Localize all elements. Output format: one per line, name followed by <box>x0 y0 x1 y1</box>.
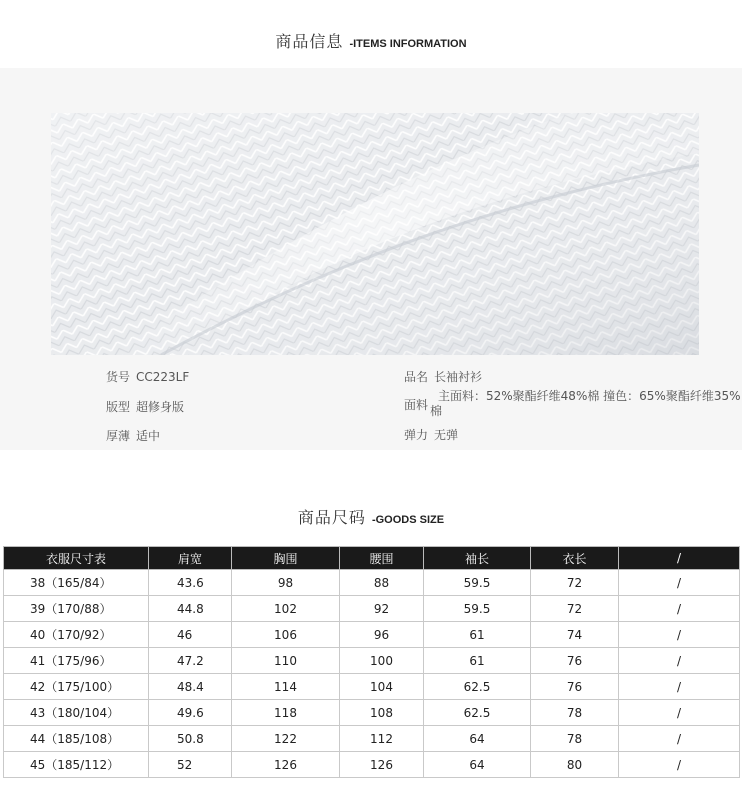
table-cell: 42（175/100） <box>4 674 149 700</box>
size-heading-en: -GOODS SIZE <box>371 514 445 526</box>
table-cell: / <box>619 752 740 778</box>
spec-fit <box>106 398 184 415</box>
table-row <box>4 622 740 648</box>
table-cell: 62.5 <box>424 674 531 700</box>
header-sleeve: 袖长 <box>424 547 531 570</box>
spec-name <box>404 368 482 385</box>
table-cell: 41（175/96） <box>4 648 149 674</box>
spec-fit-label: 版型 <box>106 400 131 414</box>
table-cell: 74 <box>531 622 619 648</box>
table-cell: 100 <box>340 648 424 674</box>
goods-size-heading <box>0 505 742 528</box>
table-cell: 61 <box>424 648 531 674</box>
header-shoulder: 肩宽 <box>149 547 232 570</box>
table-cell: 44.8 <box>149 596 232 622</box>
table-cell: 43.6 <box>149 570 232 596</box>
table-cell: 78 <box>531 726 619 752</box>
table-cell: 112 <box>340 726 424 752</box>
table-cell: / <box>619 700 740 726</box>
spec-name-value: 长袖衬衫 <box>434 370 483 384</box>
spec-fit-value: 超修身版 <box>136 400 185 414</box>
table-row <box>4 648 740 674</box>
spec-fabric-value: 主面料：52%聚酯纤维48%棉 撞色：65%聚酯纤维35%棉 <box>430 389 741 418</box>
table-cell: 72 <box>531 570 619 596</box>
table-cell: 40（170/92） <box>4 622 149 648</box>
table-cell: 45（185/112） <box>4 752 149 778</box>
header-length: 衣长 <box>531 547 619 570</box>
table-cell: 64 <box>424 752 531 778</box>
table-cell: 47.2 <box>149 648 232 674</box>
items-heading-en: -ITEMS INFORMATION <box>349 38 467 50</box>
table-cell: 59.5 <box>424 596 531 622</box>
table-cell: 50.8 <box>149 726 232 752</box>
table-cell: / <box>619 674 740 700</box>
table-row <box>4 752 740 778</box>
table-cell: 96 <box>340 622 424 648</box>
table-cell: / <box>619 596 740 622</box>
table-cell: 64 <box>424 726 531 752</box>
table-row <box>4 700 740 726</box>
header-waist: 腰围 <box>340 547 424 570</box>
table-cell: 118 <box>232 700 340 726</box>
spec-thickness <box>106 427 160 444</box>
header-size-chart: 衣服尺寸表 <box>4 547 149 570</box>
table-row <box>4 596 740 622</box>
table-cell: 43（180/104） <box>4 700 149 726</box>
spec-fabric <box>404 389 742 419</box>
table-cell: 39（170/88） <box>4 596 149 622</box>
header-chest: 胸围 <box>232 547 340 570</box>
spec-thickness-label: 厚薄 <box>106 429 131 443</box>
table-cell: 46 <box>149 622 232 648</box>
spec-elasticity <box>404 426 458 443</box>
table-cell: / <box>619 726 740 752</box>
spec-item-no-value: CC223LF <box>136 370 190 384</box>
table-cell: / <box>619 622 740 648</box>
size-table-header-row <box>4 547 740 570</box>
table-cell: 108 <box>340 700 424 726</box>
table-cell: 44（185/108） <box>4 726 149 752</box>
table-cell: 49.6 <box>149 700 232 726</box>
table-cell: 88 <box>340 570 424 596</box>
table-cell: 76 <box>531 648 619 674</box>
spec-elasticity-value: 无弹 <box>434 428 459 442</box>
spec-fabric-label: 面料 <box>404 398 429 412</box>
table-cell: / <box>619 570 740 596</box>
items-heading-cn: 商品信息 <box>275 32 344 51</box>
table-cell: 62.5 <box>424 700 531 726</box>
table-row <box>4 726 740 752</box>
table-cell: 92 <box>340 596 424 622</box>
fabric-photo <box>51 113 699 355</box>
table-cell: 59.5 <box>424 570 531 596</box>
table-cell: 80 <box>531 752 619 778</box>
spec-item-no <box>106 368 189 385</box>
table-cell: / <box>619 648 740 674</box>
header-slash: / <box>619 547 740 570</box>
table-cell: 38（165/84） <box>4 570 149 596</box>
table-cell: 76 <box>531 674 619 700</box>
spec-elasticity-label: 弹力 <box>404 428 429 442</box>
table-cell: 106 <box>232 622 340 648</box>
table-cell: 98 <box>232 570 340 596</box>
table-row <box>4 674 740 700</box>
table-cell: 61 <box>424 622 531 648</box>
table-cell: 122 <box>232 726 340 752</box>
size-table <box>3 546 740 778</box>
table-cell: 126 <box>232 752 340 778</box>
spec-item-no-label: 货号 <box>106 370 131 384</box>
table-cell: 72 <box>531 596 619 622</box>
size-table-body <box>4 570 740 778</box>
table-cell: 78 <box>531 700 619 726</box>
table-cell: 48.4 <box>149 674 232 700</box>
table-row <box>4 570 740 596</box>
items-information-heading <box>0 29 742 52</box>
size-heading-cn: 商品尺码 <box>297 508 366 527</box>
table-cell: 102 <box>232 596 340 622</box>
table-cell: 110 <box>232 648 340 674</box>
spec-thickness-value: 适中 <box>136 429 161 443</box>
table-cell: 52 <box>149 752 232 778</box>
table-cell: 126 <box>340 752 424 778</box>
table-cell: 114 <box>232 674 340 700</box>
table-cell: 104 <box>340 674 424 700</box>
spec-name-label: 品名 <box>404 370 429 384</box>
